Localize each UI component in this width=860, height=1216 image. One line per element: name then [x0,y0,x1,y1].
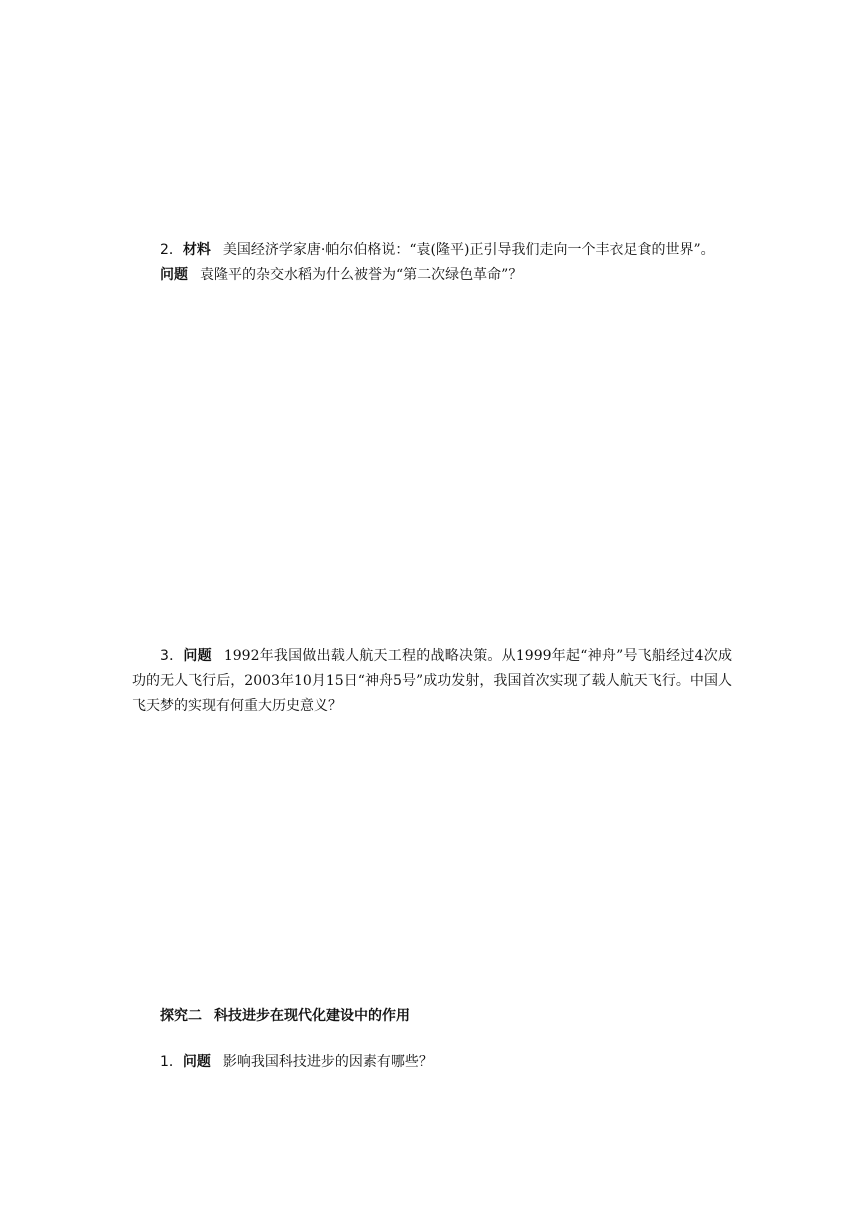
section-title [132,1004,732,1029]
question-text: 1992年我国做出载人航天工程的战略决策。从1999年起“神舟”号飞船经过4次成功的无人飞行后，2003年10月15日“神舟5号”成功发射，我国首次实现了载人航天飞行。中国人飞天梦的实现有何重大历史意义？ [132,648,732,714]
section-2-heading [132,1004,732,1029]
question-3 [132,644,732,719]
section-2-question-1 [132,1050,732,1075]
question-3-prompt [132,644,732,719]
question-text: 袁隆平的杂交水稻为什么被誉为“第二次绿色革命”？ [200,267,523,283]
section-prefix: 探究二 [160,1008,202,1024]
question-2-prompt [132,263,732,288]
question-number: 2． [160,242,183,258]
question-number: 3． [160,648,184,664]
question-number: 1． [160,1054,183,1070]
question-2-material [132,238,732,263]
question-text: 影响我国科技进步的因素有哪些？ [222,1054,433,1070]
material-label: 材料 [182,242,211,258]
question-2 [132,238,732,288]
question-label: 问题 [160,267,188,283]
question-prompt [132,1050,732,1075]
material-text: 美国经济学家唐·帕尔伯格说：“袁(隆平)正引导我们走向一个丰衣足食的世界”。 [222,242,715,258]
section-title-text: 科技进步在现代化建设中的作用 [214,1008,410,1024]
question-label: 问题 [183,648,212,664]
question-label: 问题 [182,1054,211,1070]
